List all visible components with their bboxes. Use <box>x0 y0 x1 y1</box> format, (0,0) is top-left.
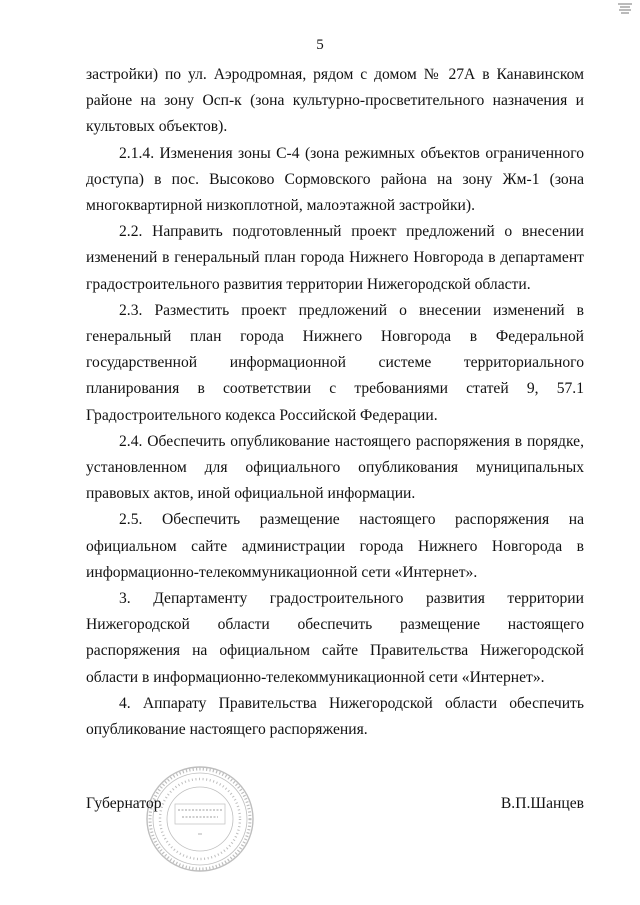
paragraph-2-2: 2.2. Направить подготовленный проект предложений о внесении изменений в генеральный план города Нижнего Новгорода в департамент градостроительного развития территории Нижегородской области. <box>86 223 584 293</box>
signatory-name: В.П.Шанцев <box>500 795 584 812</box>
page-number: 5 <box>316 37 324 53</box>
paragraph-4: 4. Аппарату Правительства Нижегородской области обеспечить опубликование настоящего распоряжения. <box>86 694 584 739</box>
paragraph-2-4: 2.4. Обеспечить опубликование настоящего распоряжения в порядке, установленном для официального опубликования муниципальных правовых актов, иной официальной информации. <box>86 432 584 503</box>
round-seal-stamp-icon <box>144 764 256 874</box>
paragraph-continuation: застройки) по ул. Аэродромная, рядом с домом № 27А в Канавинском районе на зону Осп-к (зона культурно-просветительного назначения и культовых объектов). <box>86 66 584 136</box>
signature-block <box>86 792 584 816</box>
paragraph-2-5: 2.5. Обеспечить размещение настоящего распоряжения на официальном сайте администрации города Нижнего Новгорода в информационно-телекоммуникационной сети «Интернет». <box>86 511 584 581</box>
paragraph-3: 3. Департаменту градостроительного развития территории Нижегородской области обеспечить размещение настоящего распоряжения на официальном сайте Правительства Нижегородской области в информационно-телекоммуникационной сети «Интернет». <box>86 590 584 686</box>
signatory-title: Губернатор <box>86 795 162 812</box>
corner-scan-mark <box>616 2 634 16</box>
paragraph-2-3: 2.3. Разместить проект предложений о внесении изменений в генеральный план города Нижнего Новгорода в Федеральной государственной информационной системе территориального планирования в соответствии с требованиями статей 9, 57.1 Градостроительного кодекса Российской Федерации. <box>86 301 584 424</box>
paragraph-2-1-4: 2.1.4. Изменения зоны С-4 (зона режимных объектов ограниченного доступа) в пос. Высоково Сормовского района на зону Жм-1 (зона многоквартирной низкоплотной, малоэтажной застройки). <box>86 144 584 215</box>
document-body <box>86 62 584 743</box>
